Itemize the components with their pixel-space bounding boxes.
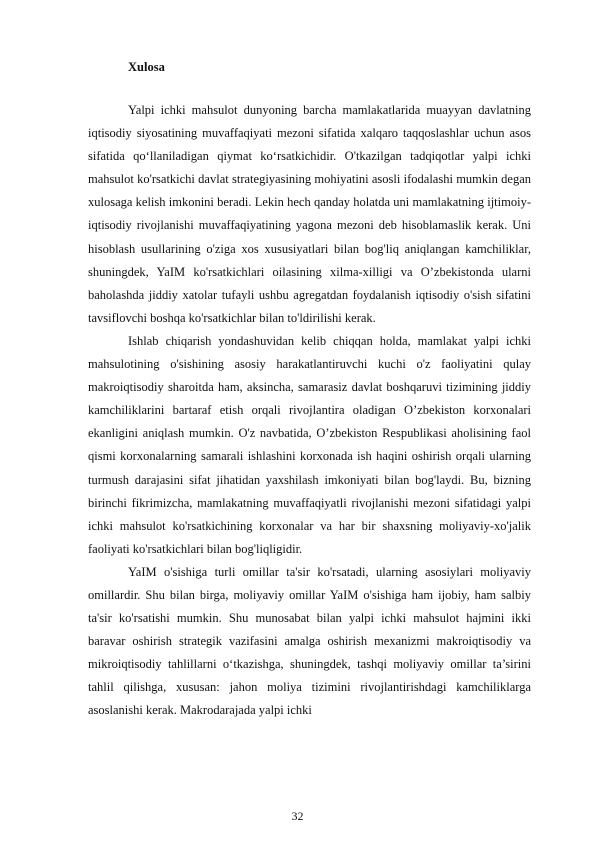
page-number: 32 <box>291 809 304 823</box>
document-page <box>88 58 531 723</box>
paragraph-1: Yalpi ichki mahsulot dunyoning barcha mamlakatlarida muayyan davlatning iqtisodiy siyosatining muvaffaqiyati mezoni sifatida xalqaro taqqoslashlar uchun asos sifatida qo‘llaniladigan qiymat ko‘rsatkichidir. O'tkazilgan tadqiqotlar yalpi ichki mahsulot ko'rsatkichi davlat strategiyasining mohiyatini asosli ifodalashi mumkin degan xulosaga kelish imkonini beradi. Lekin hech qanday holatda uni mamlakatning ijtimoiy-iqtisodiy rivojlanishi muvaffaqiyatining yagona mezoni deb hisoblamaslik kerak. Uni hisoblash usullarining o'ziga xos xususiyatlari bilan bog'liq aniqlangan kamchiliklar, shuningdek, YaIM ko'rsatkichlari oilasining xilma-xilligi va O’zbekistonda ularni baholashda jiddiy xatolar tufayli ushbu agregatdan foydalanish iqtisodiy o'sish sifatini tavsiflovchi boshqa ko'rsatkichlar bilan to'ldirilishi kerak. <box>88 103 531 325</box>
paragraph-2: Ishlab chiqarish yondashuvidan kelib chiqqan holda, mamlakat yalpi ichki mahsulotining o'sishining asosiy harakatlantiruvchi kuchi o'z faoliyatini qulay makroiqtisodiy sharoitda ham, aksincha, samarasiz davlat boshqaruvi tizimining jiddiy kamchiliklarini bartaraf etish orqali rivojlantira oladigan O’zbekiston korxonalari ekanligini aniqlash mumkin. O'z navbatida, O’zbekiston Respublikasi aholisining faol qismi korxonalarning samarali ishlashini korxonada ish haqini oshirish orqali ularning turmush darajasini sifat jihatidan yaxshilash imkoniyati bilan bog'laydi. Bu, bizning birinchi fikrimizcha, mamlakatning muvaffaqiyatli rivojlanishi mezoni sifatidagi yalpi ichki mahsulot ko'rsatkichining korxonalar va har bir shaxsning moliyaviy-xo'jalik faoliyati ko'rsatkichlari bilan bog'liqligidir. <box>88 333 531 556</box>
section-heading: Xulosa <box>128 60 165 74</box>
paragraph-3: YaIM o'sishiga turli omillar ta'sir ko'rsatadi, ularning asosiylari moliyaviy omillardir. Shu bilan birga, moliyaviy omillar YaIM o'sishiga ham ijobiy, ham salbiy ta'sir ko'rsatishi mumkin. Shu munosabat bilan yalpi ichki mahsulot hajmini ikki baravar oshirish strategik vazifasini amalga oshirish mexanizmi makroiqtisodiy va mikroiqtisodiy tahlillarni o‘tkazishga, shuningdek, tashqi moliyaviy omillar ta’sirini tahlil qilishga, xususan: jahon moliya tizimini rivojlantirishdagi kamchiliklarga asoslanishi kerak. Makrodarajada yalpi ichki <box>88 564 531 718</box>
